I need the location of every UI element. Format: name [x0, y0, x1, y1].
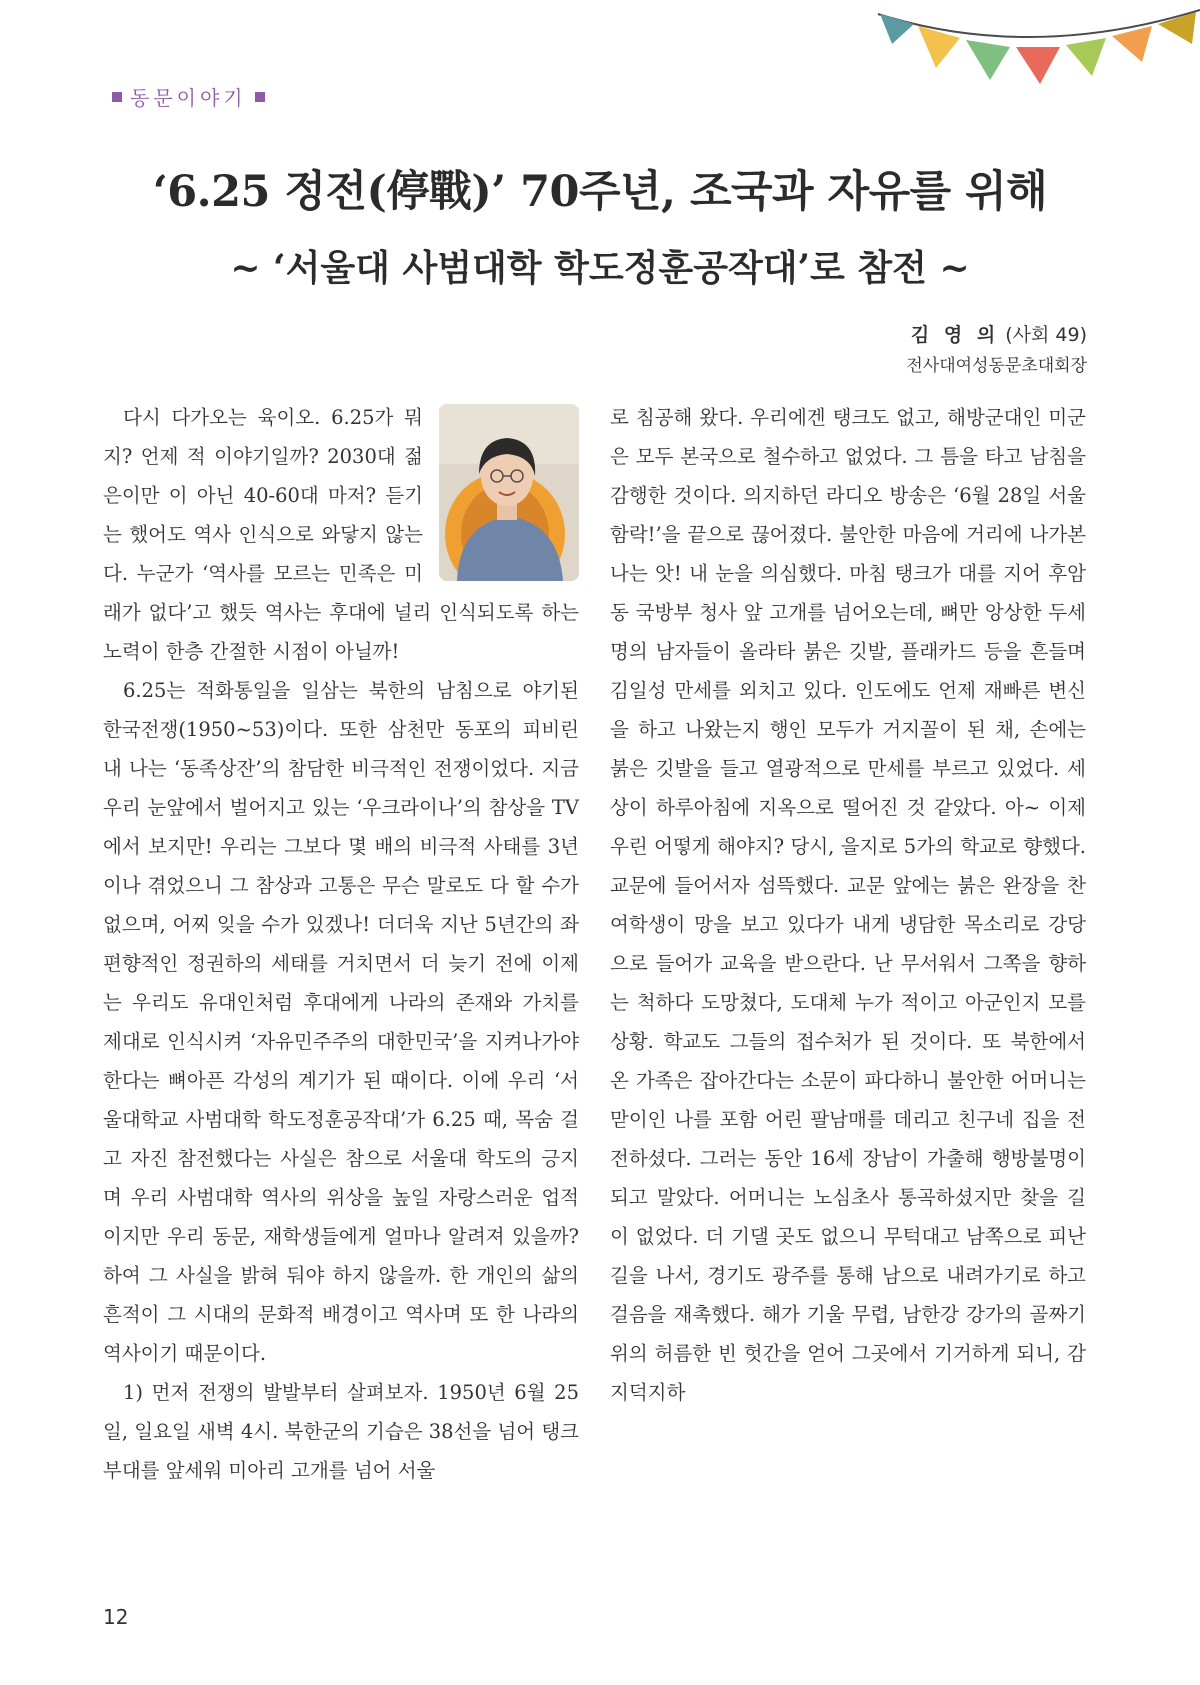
- author-photo: [439, 404, 579, 581]
- bunting-decoration: [870, 0, 1200, 90]
- flag: [1112, 26, 1152, 62]
- paragraph: 1) 먼저 전쟁의 발발부터 살펴보자. 1950년 6월 25일, 일요일 새벽 4시. 북한군의 기습은 38선을 넘어 탱크부대를 앞세워 미아리 고개를 넘어 서울: [103, 1381, 579, 1482]
- section-label-text: 동문이야기: [130, 86, 247, 110]
- portrait-image: [439, 404, 579, 581]
- article-left-column: [103, 398, 579, 1490]
- paragraph: 6.25는 적화통일을 일삼는 북한의 남침으로 야기된 한국전쟁(1950~53)이다. 또한 삼천만 동포의 피비린내 나는 ‘동족상잔’의 참담한 비극적인 전쟁이었다. 지금 우리 눈앞에서 벌어지고 있는 ‘우크라이나’의 참상을 TV에서 보지만! 우리는 그보다 몇 배의 비극적 사태를 3년이나 겪었으니 그 참상과 고통은 무슨 말로도 다 할 수가 없으며, 어찌 잊을 수가 있겠나! 더더욱 지난 5년간의 좌편향적인 정권하의 세태를 거치면서 더 늦기 전에 이제는 우리도 유대인처럼 후대에게 나라의 존재와 가치를 제대로 인식시켜 ‘자유민주주의 대한민국’을 지켜나가야 한다는 뼈아픈 각성의 계기가 된 때이다. 이에 우리 ‘서울대학교 사범대학 학도정훈공작대’가 6.25 때, 목숨 걸고 자진 참전했다는 사실은 참으로 서울대 학도의 긍지며 우리 사범대학 역사의 위상을 높일 자랑스러운 업적이지만 우리 동문, 재학생들에게 얼마나 알려져 있을까? 하여 그 사실을 밝혀 둬야 하지 않을까. 한 개인의 삶의 흔적이 그 시대의 문화적 배경이고 역사며 또 한 나라의 역사이기 때문이다.: [103, 679, 579, 1365]
- paragraph: 로 침공해 왔다. 우리에겐 탱크도 없고, 해방군대인 미군은 모두 본국으로 철수하고 없었다. 그 틈을 타고 남침을 감행한 것이다. 의지하던 라디오 방송은 ‘6월 28일 서울 함락!’을 끝으로 끊어졌다. 불안한 마음에 거리에 나가본 나는 앗! 내 눈을 의심했다. 마침 탱크가 대를 지어 후암동 국방부 청사 앞 고개를 넘어오는데, 뼈만 앙상한 두세 명의 남자들이 올라타 붉은 깃발, 플래카드 등을 흔들며 김일성 만세를 외치고 있다. 인도에도 언제 재빠른 변신을 하고 나왔는지 행인 모두가 거지꼴이 된 채, 손에는 붉은 깃발을 들고 열광적으로 만세를 부르고 있었다. 세상이 하루아침에 지옥으로 떨어진 것 같았다. 아~ 이제 우린 어떻게 해야지? 당시, 을지로 5가의 학교로 향했다. 교문에 들어서자 섬뜩했다. 교문 앞에는 붉은 완장을 찬 여학생이 망을 보고 있다가 내게 냉담한 목소리로 강당으로 들어가 교육을 받으란다. 난 무서워서 그쪽을 향하는 척하다 도망쳤다, 도대체 누가 적이고 아군인지 모를 상황. 학교도 그들의 접수처가 된 것이다. 또 북한에서 온 가족은 잡아간다는 소문이 파다하니 불안한 어머니는 맏이인 나를 포함 어린 팔남매를 데리고 친구네 집을 전전하셨다. 그러는 동안 16세 장남이 가출해 행방불명이 되고 말았다. 어머니는 노심초사 통곡하셨지만 찾을 길이 없었다. 더 기댈 곳도 없으니 무턱대고 남쪽으로 피난길을 나서, 경기도 광주를 통해 남으로 내려가기로 하고 걸음을 재촉했다. 해가 기울 무렵, 남한강 강가의 골짜기 위의 허름한 빈 헛간을 얻어 그곳에서 기거하게 되니, 감지덕지하: [610, 406, 1086, 1404]
- article-title: ‘6.25 정전(停戰)’ 70주년, 조국과 자유를 위해: [152, 167, 1048, 217]
- flag: [966, 40, 1010, 80]
- square-bullet-icon: [255, 92, 265, 102]
- author-class: (사회 49): [1005, 324, 1087, 346]
- section-label: [104, 82, 273, 111]
- flag: [880, 14, 914, 44]
- flag: [1066, 38, 1106, 76]
- author-title: 전사대여성동문초대회장: [906, 356, 1087, 376]
- square-bullet-icon: [112, 92, 122, 102]
- article-subtitle: ~ ‘서울대 사범대학 학도정훈공작대’로 참전 ~: [230, 247, 970, 289]
- byline: [906, 322, 1087, 380]
- page-number: 12: [103, 1605, 129, 1629]
- flag: [1016, 47, 1060, 84]
- author-name: 김 영 의: [910, 324, 1000, 346]
- paragraph: 다시 다가오는 육이오. 6.25가 뭐지? 언제 적 이야기일까? 2030대 젊은이만 이 아닌 40-60대 마저? 듣기는 했어도 역사 인식으로 와닿지 않는다. 누군가 ‘역사를 모르는 민족은 미래가 없다’고 했듯 역사는 후대에 널리 인식되도록 하는 노력이 한층 간절한 시점이 아닐까!: [103, 406, 579, 663]
- article-right-column: [610, 398, 1086, 1412]
